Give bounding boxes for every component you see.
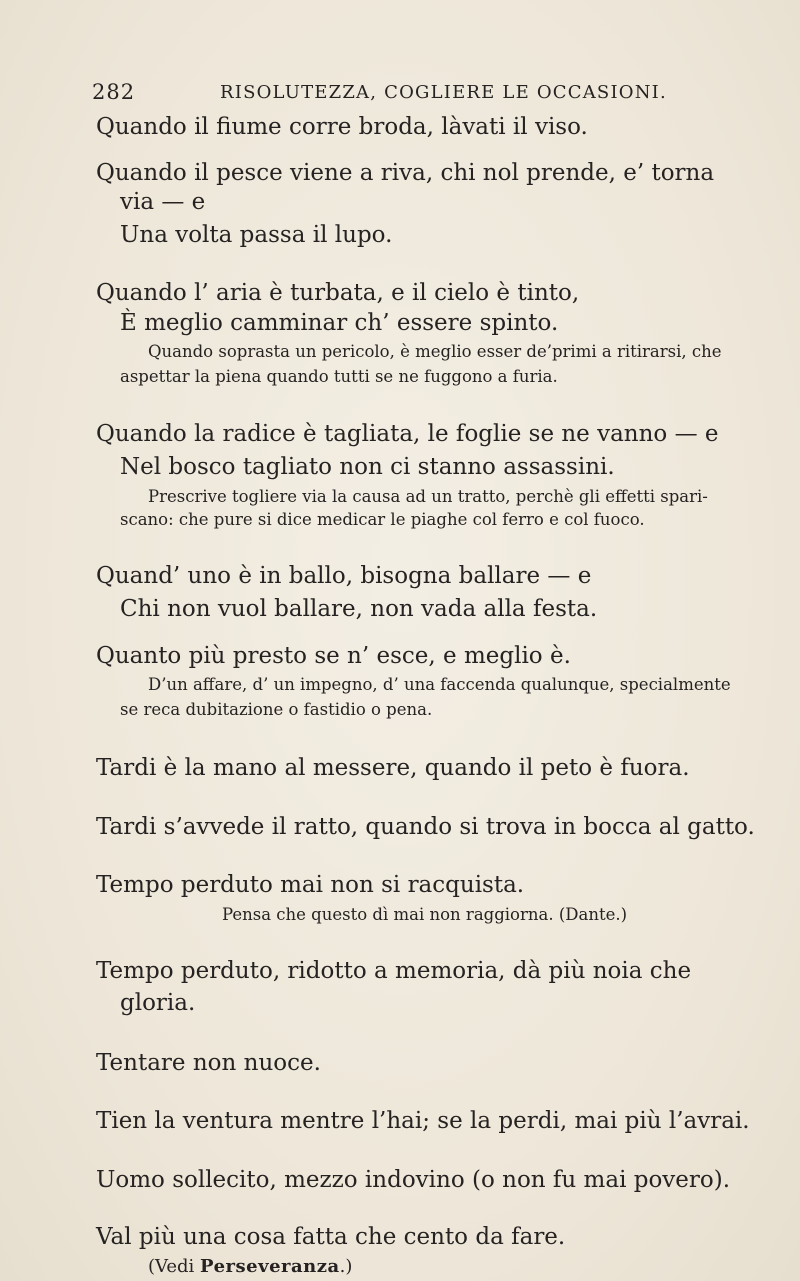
proverb-line: Quando l’ aria è turbata, e il cielo è tinto, bbox=[96, 280, 580, 306]
header-title: RISOLUTEZZA, COGLIERE LE OCCASIONI. bbox=[220, 82, 667, 103]
proverb-line: Tentare non nuoce. bbox=[96, 1050, 321, 1076]
proverb-line: Chi non vuol ballare, non vada alla festa. bbox=[120, 596, 598, 622]
proverb-line: Una volta passa il lupo. bbox=[120, 222, 393, 248]
page-number: 282 bbox=[92, 80, 136, 104]
explanatory-note: se reca dubitazione o fastidio o pena. bbox=[120, 700, 433, 719]
proverb-line: Tien la ventura mentre l’hai; se la perdi, mai più l’avrai. bbox=[96, 1108, 750, 1134]
proverb-line: Tempo perduto mai non si racquista. bbox=[96, 872, 525, 898]
explanatory-note: scano: che pure si dice medicar le piaghe col ferro e col fuoco. bbox=[120, 510, 645, 529]
explanatory-note: aspettar la piena quando tutti se ne fuggono a furia. bbox=[120, 367, 558, 386]
proverb-line: Quando il pesce viene a riva, chi nol prende, e’ torna bbox=[96, 160, 715, 186]
see-also-ref: Perseveranza bbox=[200, 1256, 340, 1277]
proverb-line: gloria. bbox=[120, 990, 196, 1016]
proverb-line: via — e bbox=[120, 189, 206, 215]
proverb-line: Val più una cosa fatta che cento da fare. bbox=[96, 1224, 566, 1250]
see-also-prefix: (Vedi bbox=[148, 1256, 201, 1277]
proverb-line: Quanto più presto se n’ esce, e meglio è. bbox=[96, 643, 571, 669]
explanatory-note: Prescrive togliere via la causa ad un tratto, perchè gli effetti spari- bbox=[148, 487, 708, 506]
proverb-line: Quando la radice è tagliata, le foglie se ne vanno — e bbox=[96, 421, 719, 447]
see-also-suffix: .) bbox=[339, 1256, 353, 1277]
proverb-line: Quando il fiume corre broda, làvati il viso. bbox=[96, 114, 588, 140]
proverb-line: Tardi è la mano al messere, quando il peto è fuora. bbox=[96, 755, 690, 781]
proverb-line: Uomo sollecito, mezzo indovino (o non fu mai povero). bbox=[96, 1167, 731, 1193]
explanatory-note: Pensa che questo dì mai non raggiorna. (Dante.) bbox=[222, 905, 628, 924]
proverb-line: È meglio camminar ch’ essere spinto. bbox=[120, 310, 559, 336]
see-also-reference bbox=[148, 1258, 352, 1276]
proverb-line: Tempo perduto, ridotto a memoria, dà più noia che bbox=[96, 958, 692, 984]
proverb-line: Quand’ uno è in ballo, bisogna ballare — e bbox=[96, 563, 592, 589]
explanatory-note: Quando soprasta un pericolo, è meglio esser de’primi a ritirarsi, che bbox=[148, 342, 722, 361]
explanatory-note: D’un affare, d’ un impegno, d’ una faccenda qualunque, specialmente bbox=[148, 675, 731, 694]
proverb-line: Tardi s’avvede il ratto, quando si trova in bocca al gatto. bbox=[96, 814, 755, 840]
proverb-line: Nel bosco tagliato non ci stanno assassini. bbox=[120, 454, 615, 480]
